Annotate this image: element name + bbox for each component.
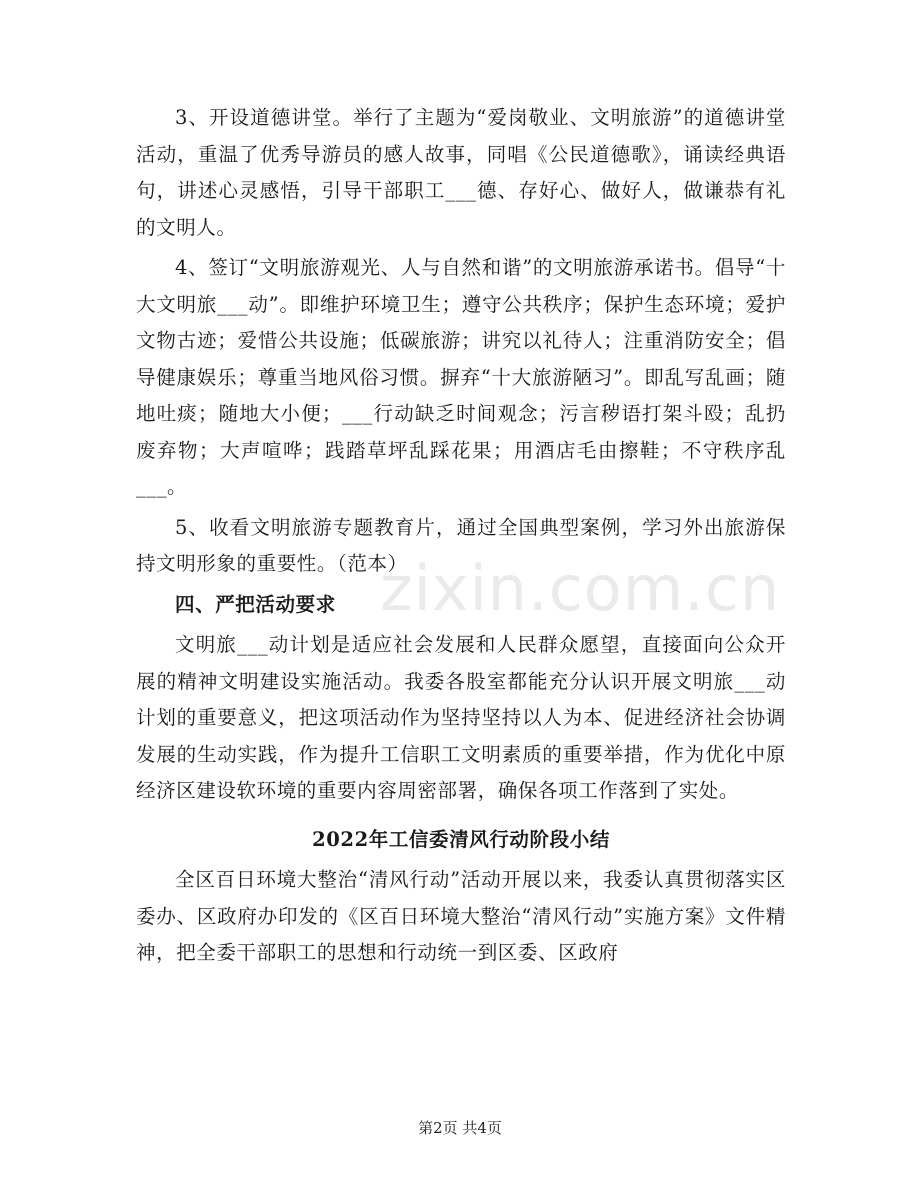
paragraph-item-4: 4、签订“文明旅游观光、人与自然和谐”的文明旅游承诺书。倡导“十大文明旅___动”。即维护环境卫生；遵守公共秩序；保护生态环境；爱护文物古迹；爱惜公共设施；低碳旅游；讲究以礼待人；注重消防安全；倡导健康娱乐；尊重当地风俗习惯。摒弃“十大旅游陋习”。即乱写乱画；随地吐痰；随地大小便；___行动缺乏时间观念；污言秽语打架斗殴；乱扔废弃物；大声喧哗；践踏草坪乱踩花果；用酒店毛由擦鞋；不守秩序乱___。 (136, 256, 786, 498)
document-title: 2022年工信委清风行动阶段小结 (312, 827, 610, 851)
document-intro-paragraph: 全区百日环境大整治“清风行动”活动开展以来，我委认真贯彻落实区委办、区政府办印发的《区百日环境大整治“清风行动”实施方案》文件精神，把全委干部职工的思想和行动统一到区委、区政府 (136, 868, 786, 964)
section-paragraph: 文明旅___动计划是适应社会发展和人民群众愿望，直接面向公众开展的精神文明建设实施活动。我委各股室都能充分认识开展文明旅___动计划的重要意义，把这项活动作为坚持坚持以人为本、促进经济社会协调发展的生动实践，作为提升工信职工文明素质的重要举措，作为优化中原经济区建设软环境的重要内容周密部署，确保各项工作落到了实处。 (136, 633, 786, 802)
paragraph-item-3: 3、开设道德讲堂。举行了主题为“爱岗敬业、文明旅游”的道德讲堂活动，重温了优秀导游员的感人故事，同唱《公民道德歌》，诵读经典语句，讲述心灵感悟，引导干部职工___德、存好心、做好人，做谦恭有礼的文明人。 (136, 106, 786, 239)
page-number-footer: 第2页 共4页 (418, 1119, 502, 1137)
section-heading: 四、严把活动要求 (175, 592, 336, 616)
document-body (136, 100, 786, 976)
paragraph-item-5: 5、收看文明旅游专题教育片，通过全国典型案例，学习外出旅游保持文明形象的重要性。（范本） (136, 515, 786, 575)
watermark: zixin.com.cn (380, 552, 781, 625)
